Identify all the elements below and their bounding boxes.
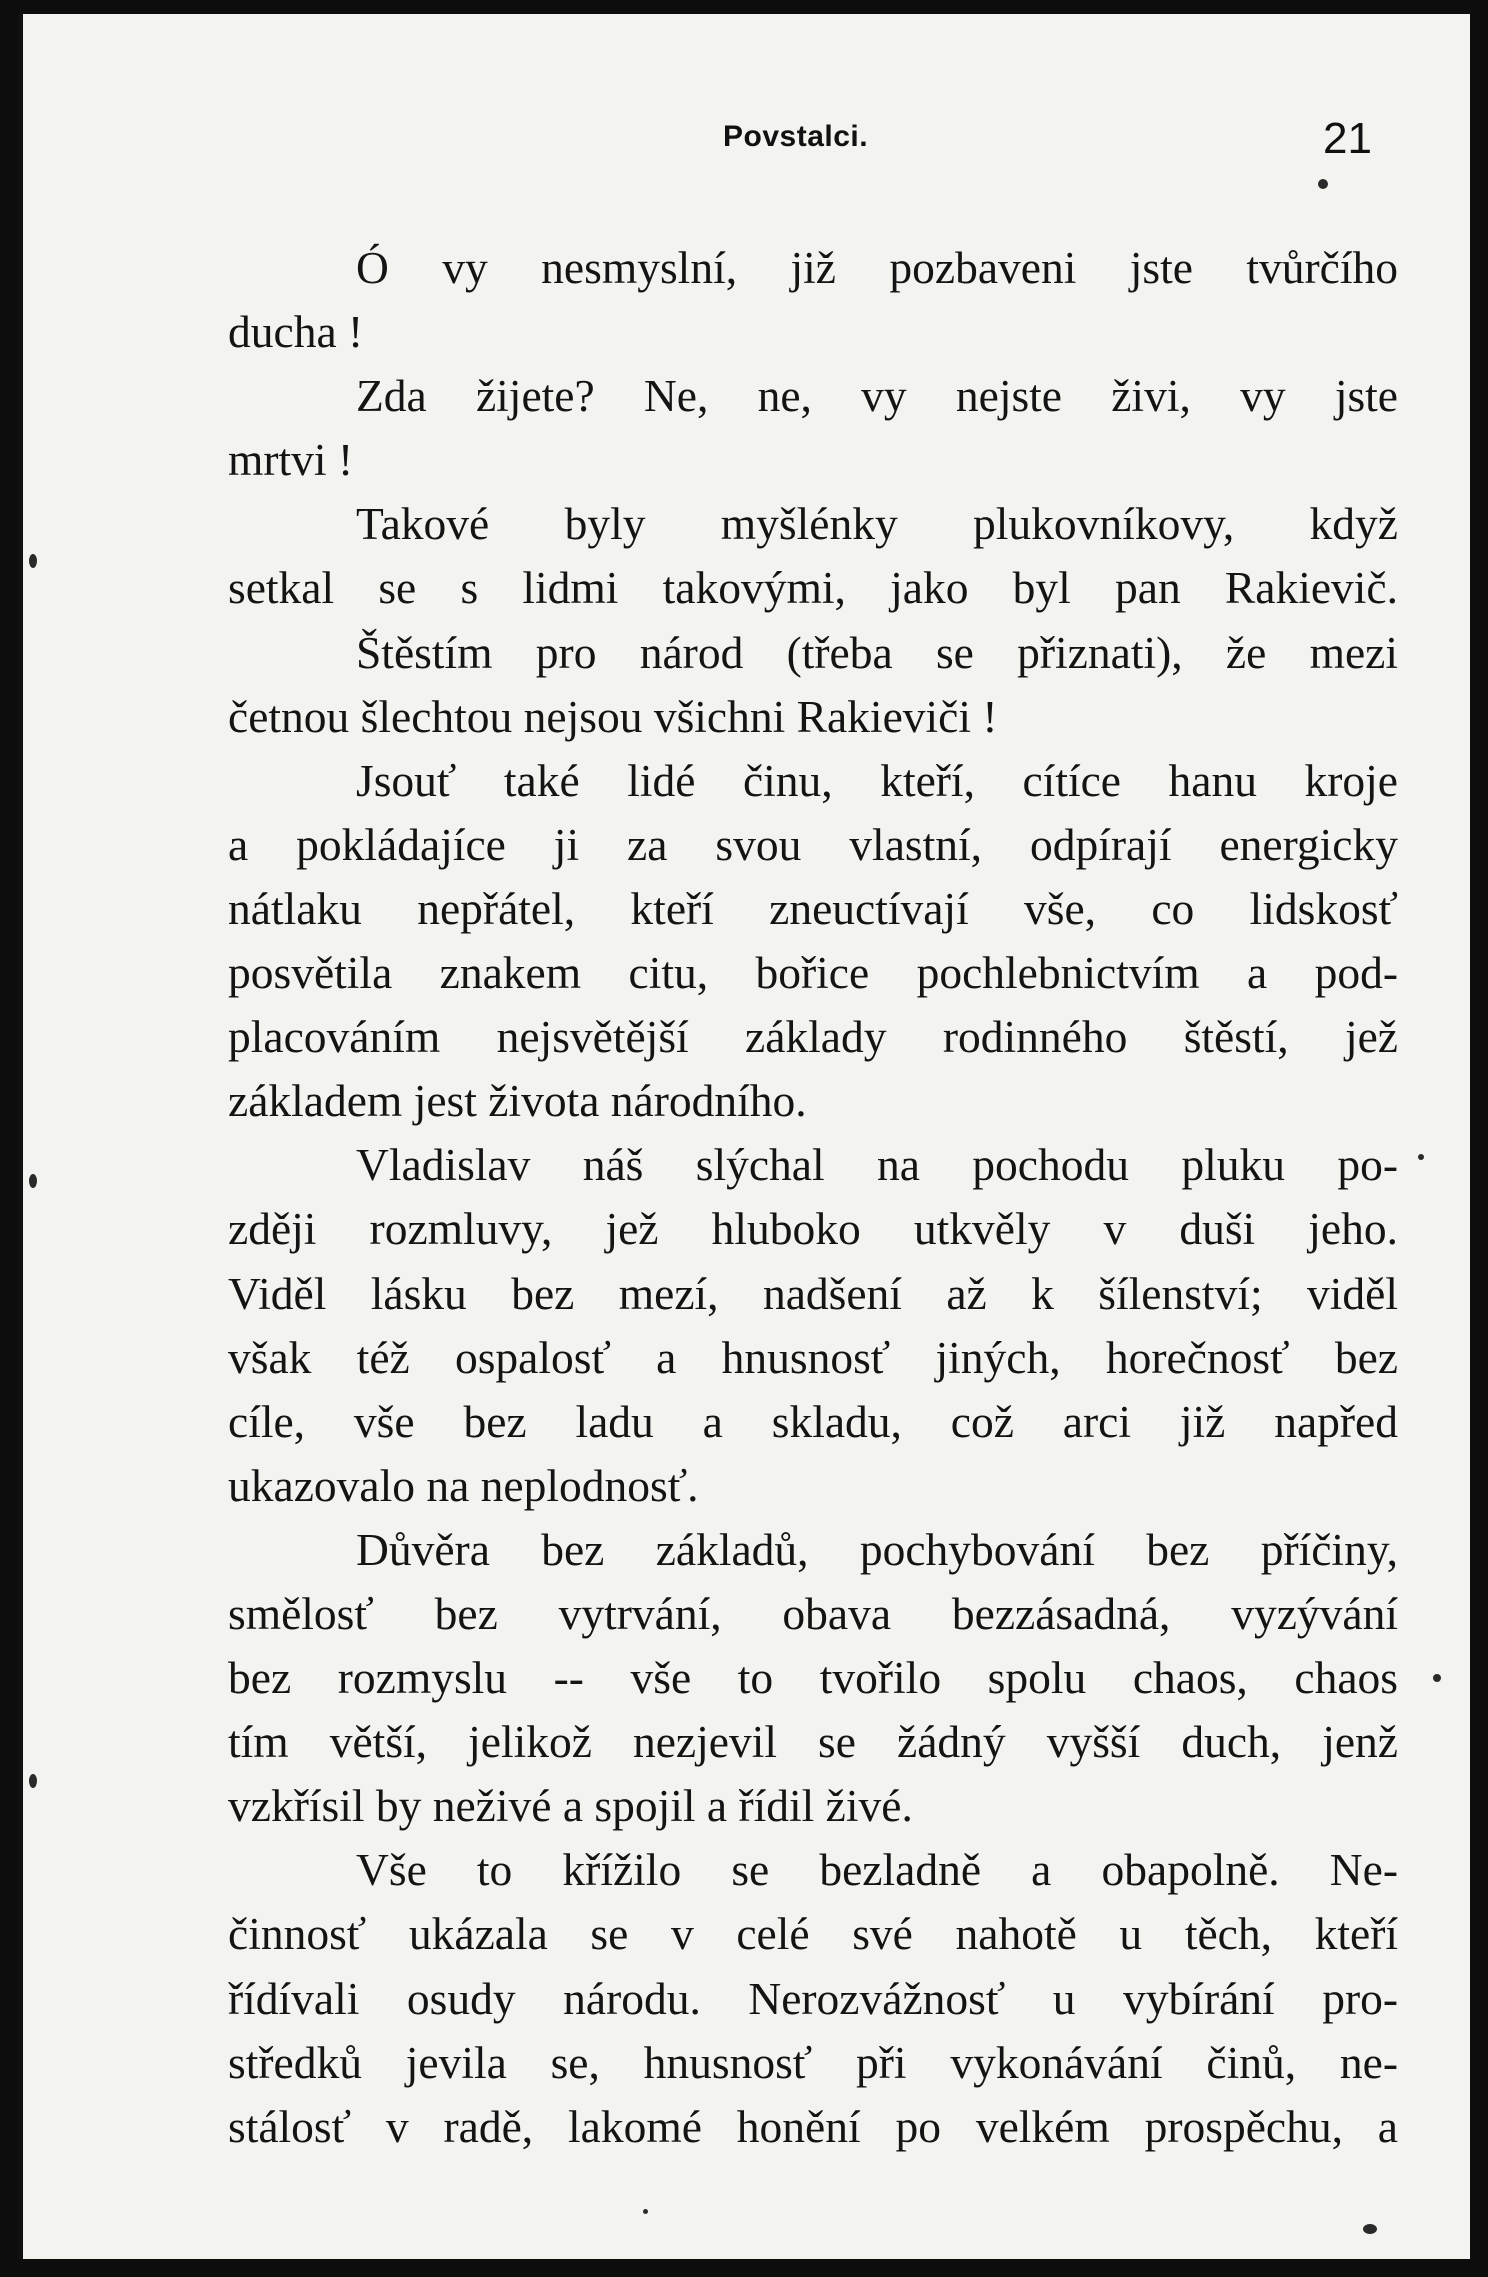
text-line: ducha ! [228,306,364,358]
scan-speckle [643,2209,648,2214]
scan-speckle [29,554,37,568]
scan-speckle [1318,179,1328,189]
text-line: Důvěra bez základů, pochybování bez příčiny, [356,1523,1398,1575]
text-line: Jsouť také lidé činu, kteří, cítíce hanu kroje [356,754,1398,806]
text-line: nátlaku nepřátel, kteří zneuctívají vše, co lidskosť [228,882,1398,934]
text-line: a pokládajíce ji za svou vlastní, odpírají energicky [228,818,1398,870]
text-line: řídívali osudy národu. Nerozvážnosť u vybírání pro- [228,1972,1398,2024]
scan-speckle [29,1774,37,1788]
scan-speckle [1418,1154,1424,1160]
text-line: činnosť ukázala se v celé své nahotě u těch, kteří [228,1908,1398,1960]
page-header [23,114,1470,174]
text-line: středků jevila se, hnusnosť při vykonávání činů, ne- [228,2036,1398,2088]
text-line: cíle, vše bez ladu a skladu, což arci již napřed [228,1395,1398,1447]
text-line: tím větší, jelikož nezjevil se žádný vyšší duch, jenž [228,1716,1398,1768]
text-line: Viděl lásku bez mezí, nadšení až k šílenství; viděl [228,1267,1398,1319]
page-number: 21 [1323,114,1372,163]
text-line: placováním nejsvětější základy rodinného štěstí, jež [228,1011,1398,1063]
text-line: Vladislav náš slýchal na pochodu pluku po- [356,1139,1398,1191]
text-line: mrtvi ! [228,434,354,486]
text-line: stálosť v radě, lakomé honění po velkém prospěchu, a [228,2100,1398,2152]
body-text [228,236,1398,2159]
text-line: četnou šlechtou nejsou všichni Rakieviči ! [228,690,998,742]
text-line: základem jest života národního. [228,1075,807,1127]
text-line: vzkřísil by neživé a spojil a řídil živé. [228,1780,913,1832]
book-page [18,14,1470,2259]
scan-speckle [29,1174,37,1188]
scan-speckle [1363,2224,1377,2234]
text-line: Zda žijete? Ne, ne, vy nejste živi, vy jste [356,370,1398,422]
text-line: smělosť bez vytrvání, obava bezzásadná, vyzývání [228,1587,1398,1639]
running-head: Povstalci. [723,120,869,153]
text-line: však též ospalosť a hnusnosť jiných, horečnosť bez [228,1331,1398,1383]
text-line: Ó vy nesmyslní, již pozbaveni jste tvůrčího [356,242,1398,293]
text-line: ukazovalo na neplodnosť. [228,1459,699,1511]
text-line: zději rozmluvy, jež hluboko utkvěly v duši jeho. [228,1203,1398,1255]
text-line: bez rozmyslu -- vše to tvořilo spolu chaos, chaos [228,1652,1398,1704]
text-line: Takové byly myšlénky plukovníkovy, když [356,498,1398,550]
text-line: Štěstím pro národ (třeba se přiznati), že mezi [356,626,1398,678]
text-line: setkal se s lidmi takovými, jako byl pan Rakievič. [228,562,1398,614]
scan-speckle [1433,1674,1441,1682]
text-line: posvětila znakem citu, bořice pochlebnictvím a pod- [228,947,1398,999]
text-line: Vše to křížilo se bezladně a obapolně. Ne- [356,1844,1398,1896]
